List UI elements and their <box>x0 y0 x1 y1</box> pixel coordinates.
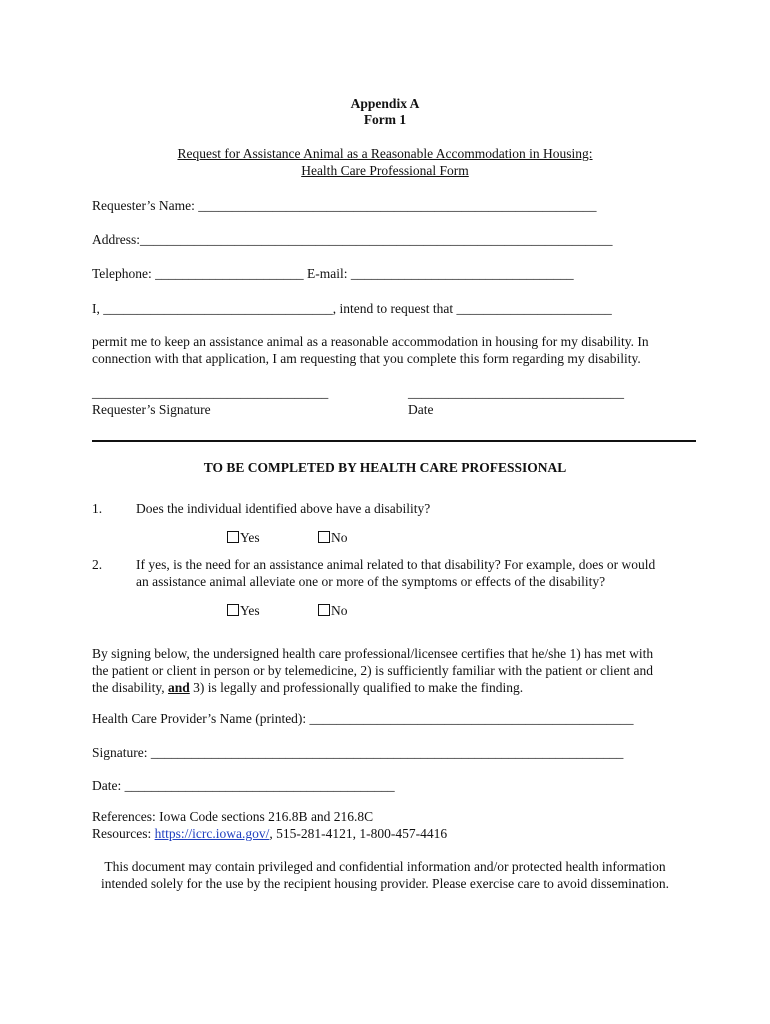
question-2-text-line2: an assistance animal alleviate one or more of the symptoms or effects of the disability? <box>136 574 606 589</box>
form-label: Form 1 <box>363 112 407 127</box>
requester-date-field[interactable]: ________________________________ <box>408 385 624 400</box>
section-heading: TO BE COMPLETED BY HEALTH CARE PROFESSIONAL <box>203 460 567 475</box>
no-label: No <box>331 603 348 618</box>
disclaimer-line2: intended solely for the use by the recipient housing provider. Please exercise care to avoid dissemination. <box>101 876 669 891</box>
requester-signature-label: Requester’s Signature <box>92 402 211 417</box>
appendix-label: Appendix A <box>350 96 420 111</box>
checkbox-icon[interactable] <box>318 531 330 543</box>
yes-label: Yes <box>240 530 260 545</box>
requester-paragraph-line1: permit me to keep an assistance animal as a reasonable accommodation in housing for my disability. In <box>92 334 649 349</box>
provider-name-field[interactable]: Health Care Provider’s Name (printed): ________________________________________________ <box>92 711 634 726</box>
disclaimer-line1: This document may contain privileged and confidential information and/or protected health information <box>104 859 666 874</box>
requester-signature-field[interactable]: ___________________________________ <box>92 385 329 400</box>
resources-phone-numbers: , 515-281-4121, 1-800-457-4416 <box>269 826 448 841</box>
provider-date-field[interactable]: Date: ________________________________________ <box>92 778 395 793</box>
references-line: References: Iowa Code sections 216.8B and 216.8C <box>92 809 374 824</box>
resources-prefix: Resources: <box>92 826 155 841</box>
question-2-text-line1: If yes, is the need for an assistance animal related to that disability? For example, does or would <box>136 557 656 572</box>
certification-line3 <box>92 679 523 696</box>
question-2-no-option[interactable] <box>318 602 348 619</box>
form-title-line1: Request for Assistance Animal as a Reasonable Accommodation in Housing: <box>177 146 593 161</box>
certification-line3-start: the disability, <box>92 680 168 695</box>
resources-line <box>92 825 447 842</box>
question-2-yes-option[interactable] <box>227 602 260 619</box>
certification-and-emphasis: and <box>168 680 190 695</box>
requester-date-label: Date <box>408 402 434 417</box>
icrc-website-link[interactable]: https://icrc.iowa.gov/ <box>154 826 270 841</box>
requester-name-field[interactable]: Requester’s Name: ___________________________________________________________ <box>92 198 597 213</box>
question-1-number: 1. <box>92 501 103 516</box>
provider-signature-field[interactable]: Signature: ______________________________________________________________________ <box>92 745 624 760</box>
no-label: No <box>331 530 348 545</box>
certification-line2: the patient or client in person or by telemedicine, 2) is sufficiently familiar with the patient or client and <box>92 663 653 678</box>
intent-field[interactable]: I, __________________________________, intend to request that _______________________ <box>92 301 612 316</box>
checkbox-icon[interactable] <box>227 531 239 543</box>
form-title-line2: Health Care Professional Form <box>301 163 469 178</box>
checkbox-icon[interactable] <box>227 604 239 616</box>
certification-line1: By signing below, the undersigned health care professional/licensee certifies that he/she 1) has met with <box>92 646 654 661</box>
checkbox-icon[interactable] <box>318 604 330 616</box>
certification-line3-end: 3) is legally and professionally qualified to make the finding. <box>189 680 524 695</box>
telephone-email-field[interactable]: Telephone: ______________________ E-mail: _________________________________ <box>92 266 574 281</box>
question-1-no-option[interactable] <box>318 529 348 546</box>
question-1-text: Does the individual identified above have a disability? <box>136 501 431 516</box>
question-1-yes-option[interactable] <box>227 529 260 546</box>
requester-paragraph-line2: connection with that application, I am requesting that you complete this form regarding my disability. <box>92 351 641 366</box>
question-2-number: 2. <box>92 557 103 572</box>
yes-label: Yes <box>240 603 260 618</box>
section-divider <box>92 440 696 442</box>
address-field[interactable]: Address:______________________________________________________________________ <box>92 232 613 247</box>
